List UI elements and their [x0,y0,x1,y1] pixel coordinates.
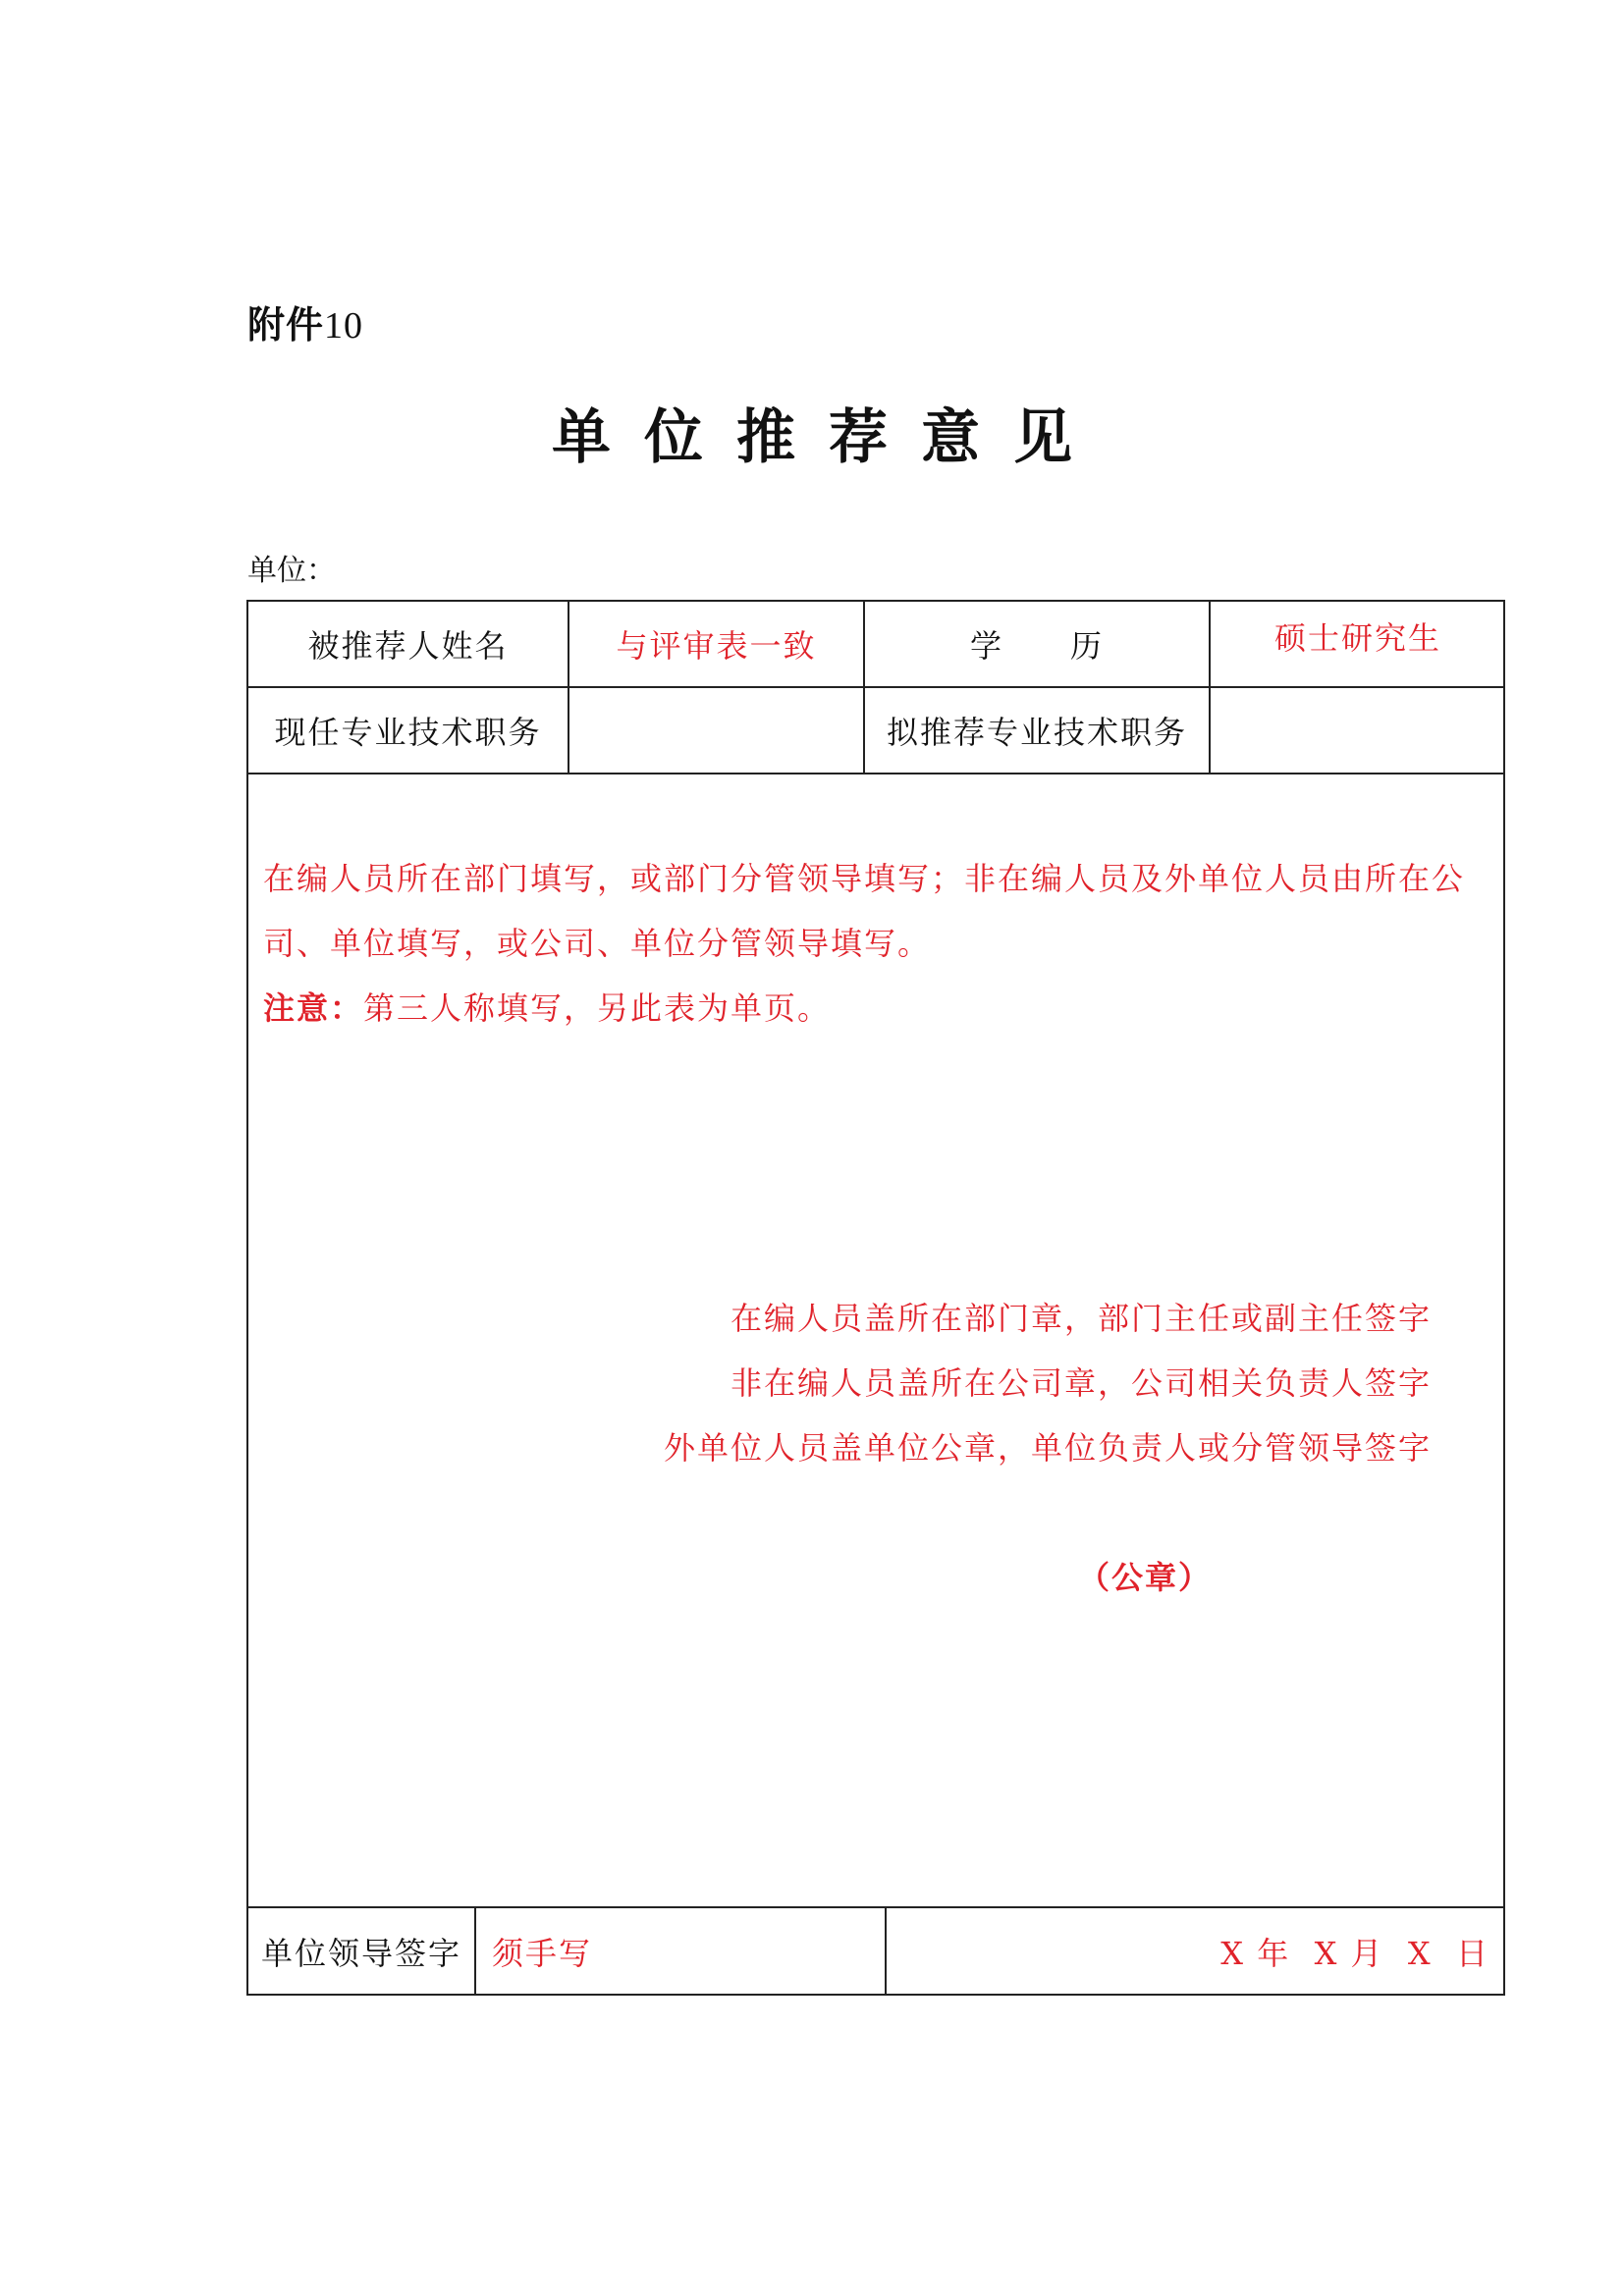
attachment-label: 附件 [247,302,325,347]
name-value-cell[interactable] [569,602,863,686]
name-label: 被推荐人姓名 [307,627,509,665]
current-title-label: 现任专业技术职务 [274,714,542,751]
instruction-text: 在编人员所在部门填写，或部门分管领导填写；非在编人员及外单位人员由所在公司、单位填写，或公司、单位分管领导填写。 [263,860,1466,962]
signature-label: 单位领导签字 [260,1935,461,1972]
date-text: X 年 X 月 X 日 [1220,1935,1489,1972]
opinion-instructions [263,846,1471,1041]
education-value: 硕士研究生 [1273,619,1441,657]
stamp-line-3: 外单位人员盖单位公章，单位负责人或分管领导签字 [663,1429,1432,1467]
education-label: 学 历 [969,627,1104,665]
unit-label: 单位： [247,554,336,588]
education-value-cell[interactable] [1211,602,1505,670]
page-title: 单位推荐意见 [552,403,1106,472]
stamp-line-2: 非在编人员盖所在公司章，公司相关负责人签字 [730,1364,1432,1402]
current-title-value-cell[interactable] [569,688,863,773]
signature-note: 须手写 [492,1935,593,1972]
note-line [263,976,1471,1041]
proposed-title-label-cell [865,688,1209,773]
name-value: 与评审表一致 [616,627,817,665]
official-seal-label: （公章） [1078,1559,1213,1596]
note-label: 注意： [263,989,364,1027]
education-label-cell [865,602,1209,686]
signature-label-cell [248,1908,474,1995]
row-divider-2 [248,773,1505,774]
attachment-heading [247,294,363,348]
attachment-number: 10 [324,305,364,347]
note-text: 第三人称填写，另此表为单页。 [363,989,832,1027]
current-title-label-cell [248,688,568,773]
signature-cell[interactable] [476,1908,885,1995]
stamp-line-1: 在编人员盖所在部门章，部门主任或副主任签字 [730,1300,1432,1337]
date-cell[interactable] [887,1908,1505,1995]
name-label-cell [248,602,568,686]
proposed-title-label: 拟推荐专业技术职务 [886,714,1187,751]
proposed-title-value-cell[interactable] [1211,688,1505,773]
stamp-instructions [548,1286,1432,1480]
